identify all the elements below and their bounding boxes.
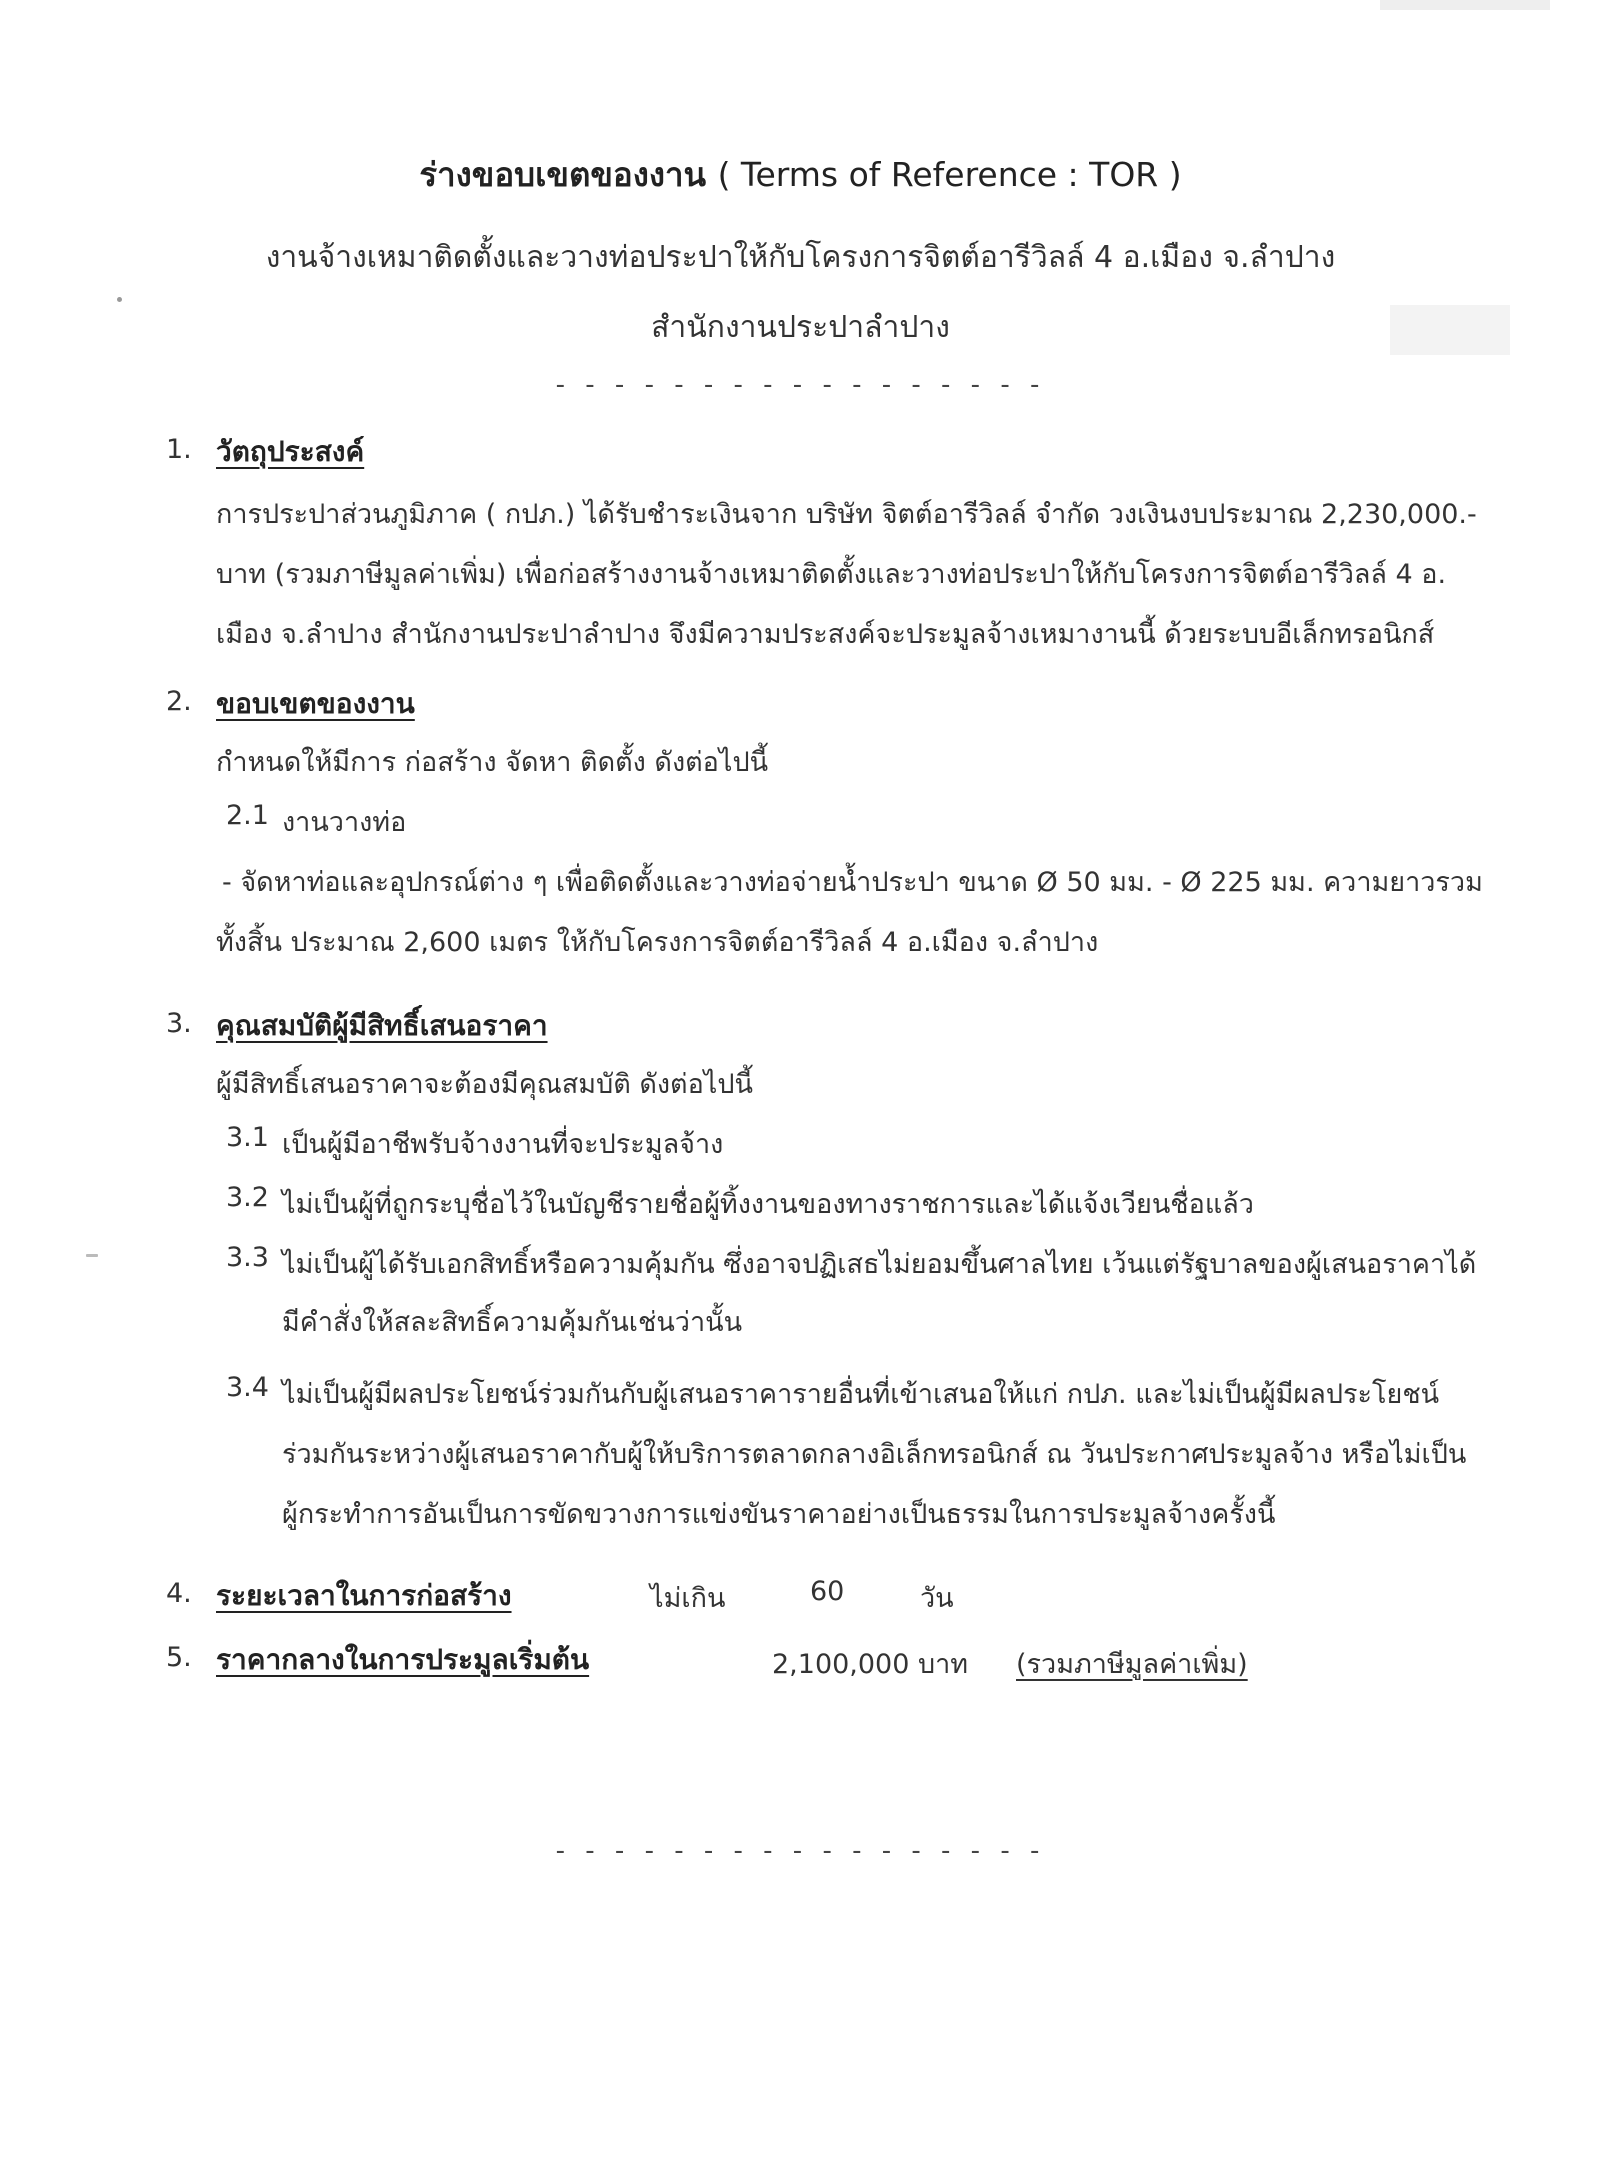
item-3-4-number: 3.4 xyxy=(226,1372,269,1403)
item-3-3-number: 3.3 xyxy=(226,1242,269,1273)
item-3-4-text: ผู้กระทำการอันเป็นการขัดขวางการแข่งขันราคาอย่างเป็นธรรมในการประมูลจ้างครั้งนี้ xyxy=(282,1499,1276,1530)
item-3-4-text: ร่วมกันระหว่างผู้เสนอราคากับผู้ให้บริการตลาดกลางอิเล็กทรอนิกส์ ณ วันประกาศประมูลจ้าง หรือไม่เป็น xyxy=(282,1439,1467,1470)
section-3-number: 3. xyxy=(166,1008,192,1039)
title-thai: ร่างขอบเขตของงาน xyxy=(419,155,707,194)
section-1-number: 1. xyxy=(166,434,192,465)
vat-included-note: (รวมภาษีมูลค่าเพิ่ม) xyxy=(1016,1649,1248,1680)
section-2-line: - จัดหาท่อและอุปกรณ์ต่าง ๆ เพื่อติดตั้งและวางท่อจ่ายน้ำประปา ขนาด Ø 50 มม. - Ø 225 มม. ความยาวรวม xyxy=(222,867,1483,898)
item-3-4-text: ไม่เป็นผู้มีผลประโยชน์ร่วมกันกับผู้เสนอราคารายอื่นที่เข้าเสนอให้แก่ กปภ. และไม่เป็นผู้มีผลประโยชน์ xyxy=(282,1379,1440,1410)
office-name: สำนักงานประปาลำปาง xyxy=(651,310,950,345)
item-3-3-text: ไม่เป็นผู้ได้รับเอกสิทธิ์หรือความคุ้มกัน ซึ่งอาจปฏิเสธไม่ยอมขึ้นศาลไทย เว้นแต่รัฐบาลของผู้เสนอราคาได้ xyxy=(282,1249,1477,1280)
scan-speck xyxy=(86,1254,98,1257)
item-3-3-text: มีคำสั่งให้สละสิทธิ์ความคุ้มกันเช่นว่านั้น xyxy=(282,1307,743,1338)
section-5-heading: ราคากลางในการประมูลเริ่มต้น xyxy=(216,1643,590,1676)
section-2-heading: ขอบเขตของงาน xyxy=(216,687,415,720)
section-2-sub-number: 2.1 xyxy=(226,800,269,831)
section-1-heading: วัตถุประสงค์ xyxy=(216,435,365,468)
scan-speck xyxy=(117,297,122,302)
title-english: ( Terms of Reference : TOR ) xyxy=(717,155,1182,194)
item-3-1-text: เป็นผู้มีอาชีพรับจ้างงานที่จะประมูลจ้าง xyxy=(282,1129,724,1160)
section-2-line: ทั้งสิ้น ประมาณ 2,600 เมตร ให้กับโครงการจิตต์อารีวิลล์ 4 อ.เมือง จ.ลำปาง xyxy=(216,927,1099,958)
footer-divider: - - - - - - - - - - - - - - - - - xyxy=(555,1836,1046,1866)
section-4-number: 4. xyxy=(166,1578,192,1609)
project-subtitle: งานจ้างเหมาติดตั้งและวางท่อประปาให้กับโครงการจิตต์อารีวิลล์ 4 อ.เมือง จ.ลำปาง xyxy=(265,240,1336,275)
section-1-line: เมือง จ.ลำปาง สำนักงานประปาลำปาง จึงมีความประสงค์จะประมูลจ้างเหมางานนี้ ด้วยระบบอีเล็กทรอนิกส์ xyxy=(216,619,1435,650)
item-3-2-number: 3.2 xyxy=(226,1182,269,1213)
item-3-1-number: 3.1 xyxy=(226,1122,269,1153)
section-1-line: บาท (รวมภาษีมูลค่าเพิ่ม) เพื่อก่อสร้างงานจ้างเหมาติดตั้งและวางท่อประปาให้กับโครงการจิตต์อารีวิลล์ 4 อ. xyxy=(216,559,1447,590)
page-title xyxy=(0,148,1601,201)
item-3-2-text: ไม่เป็นผู้ที่ถูกระบุชื่อไว้ในบัญชีรายชื่อผู้ทิ้งงานของทางราชการและได้แจ้งเวียนชื่อแล้ว xyxy=(282,1189,1254,1220)
section-2-number: 2. xyxy=(166,686,192,717)
section-2-sub-title: งานวางท่อ xyxy=(282,807,407,838)
scan-smudge xyxy=(1380,0,1550,10)
duration-not-exceed: ไม่เกิน xyxy=(650,1583,726,1614)
section-3-intro: ผู้มีสิทธิ์เสนอราคาจะต้องมีคุณสมบัติ ดังต่อไปนี้ xyxy=(216,1069,753,1100)
section-2-intro: กำหนดให้มีการ ก่อสร้าง จัดหา ติดตั้ง ดังต่อไปนี้ xyxy=(216,747,769,778)
duration-days: 60 xyxy=(810,1576,845,1607)
section-1-line: การประปาส่วนภูมิภาค ( กปภ.) ได้รับชำระเงินจาก บริษัท จิตต์อารีวิลล์ จำกัด วงเงินงบประมาณ 2,230,000.- xyxy=(216,499,1477,530)
duration-unit: วัน xyxy=(920,1583,954,1614)
section-3-heading: คุณสมบัติผู้มีสิทธิ์เสนอราคา xyxy=(216,1009,548,1042)
median-price-amount: 2,100,000 บาท xyxy=(772,1649,969,1680)
section-5-number: 5. xyxy=(166,1642,192,1673)
header-divider: - - - - - - - - - - - - - - - - - xyxy=(555,370,1046,400)
section-4-heading: ระยะเวลาในการก่อสร้าง xyxy=(216,1579,512,1612)
